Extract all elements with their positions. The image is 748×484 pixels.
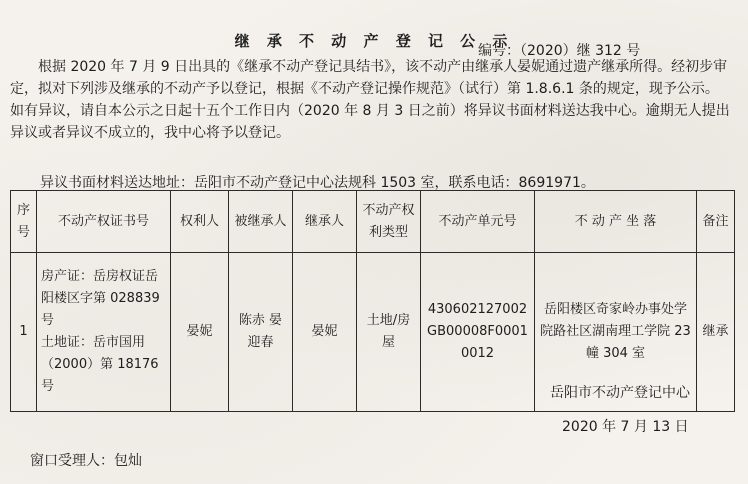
table-header-row: [11, 191, 735, 253]
cell-cert: [37, 253, 171, 412]
cell-seq: 1: [11, 253, 37, 412]
cert-land: 土地证：岳市国用（2000）第 18176 号: [41, 335, 159, 394]
cell-unit-no: 430602127002GB00008F00010012: [421, 253, 535, 412]
cell-owner: 晏妮: [171, 253, 229, 412]
header-heir-from: 被继承人: [229, 191, 293, 253]
header-seq: 序号: [11, 191, 37, 253]
window-clerk: 窗口受理人：包灿: [30, 453, 142, 469]
header-location: 不 动 产 坐 落: [535, 191, 697, 253]
footer-organization: 岳阳市不动产登记中心: [550, 385, 690, 401]
cell-heir-from: 陈赤 晏迎春: [229, 253, 293, 412]
header-note: 备注: [697, 191, 735, 253]
body-paragraph: 根据 2020 年 7 月 9 日出具的《继承不动产登记具结书》，该不动产由继承人晏妮通过遗产继承所得。经初步审定，拟对下列涉及继承的不动产予以登记，根据《不动产登记操作规范》（试行）第 1.8.6.1 条的规定，现予公示。如有异议，请自本公示之日起十五个工作日内（2020 年 8 月 3 日之前）将异议书面材料送达我中心。逾期无人提出异议或者异议不成立的，我中心将予以登记。: [10, 59, 730, 141]
footer-date: 2020 年 7 月 13 日: [562, 419, 689, 435]
cell-right-type: 土地/房屋: [357, 253, 421, 412]
cell-heir: 晏妮: [293, 253, 357, 412]
cell-location: 岳阳楼区奇家岭办事处学院路社区湖南理工学院 23 幢 304 室: [535, 253, 697, 412]
header-unit-no: 不动产单元号: [421, 191, 535, 253]
registration-table: [10, 190, 735, 412]
objection-address-line: 异议书面材料送达地址：岳阳市不动产登记中心法规科 1503 室，联系电话：8691971。: [40, 175, 595, 191]
cert-house: 房产证：岳房权证岳阳楼区字第 028839 号: [41, 269, 160, 328]
header-owner: 权利人: [171, 191, 229, 253]
document-title: 继 承 不 动 产 登 记 公 示: [234, 32, 514, 50]
header-cert: 不动产权证书号: [37, 191, 171, 253]
document-number: 编号：（2020）继 312 号: [478, 43, 641, 59]
cell-note: 继承: [697, 253, 735, 412]
header-heir: 继承人: [293, 191, 357, 253]
header-right-type: 不动产权利类型: [357, 191, 421, 253]
